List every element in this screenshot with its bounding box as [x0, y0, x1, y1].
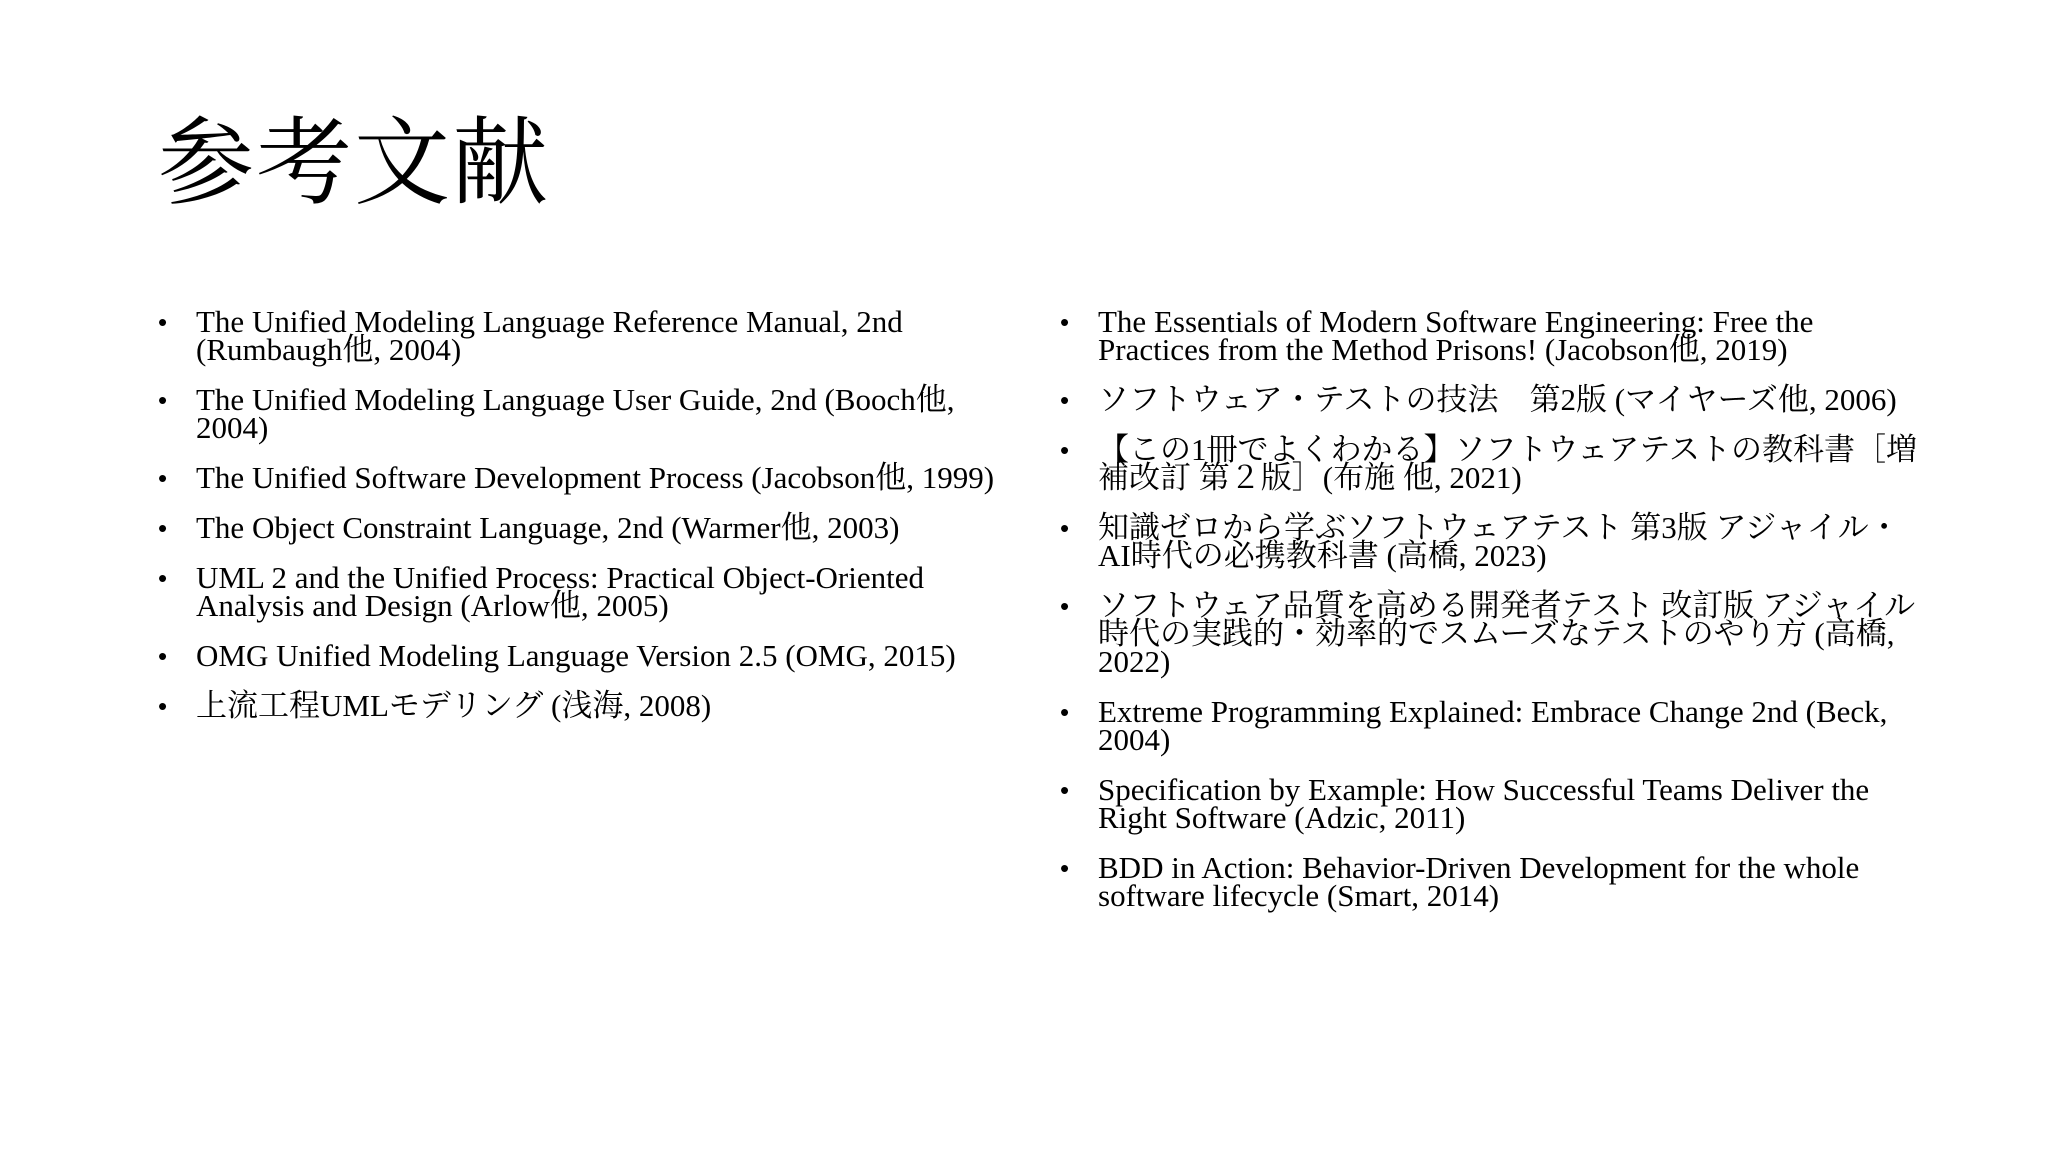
- reference-text: The Essentials of Modern Software Engineering: Free the Practices from the Method Prisons! (Jacobson他, 2019): [1098, 304, 1814, 367]
- bullet: •: [158, 563, 168, 593]
- reference-item: [1060, 432, 1920, 495]
- reference-item: [158, 510, 1028, 545]
- bullet: •: [158, 463, 168, 493]
- reference-item: [1060, 588, 1920, 679]
- reference-item: [1060, 510, 1920, 573]
- reference-item: [1060, 772, 1920, 835]
- slide-title: 参考文献: [158, 107, 550, 219]
- reference-item: [158, 560, 1028, 623]
- reference-text: The Unified Modeling Language Reference Manual, 2nd (Rumbaugh他, 2004): [196, 304, 903, 367]
- reference-text: BDD in Action: Behavior-Driven Development for the whole software lifecycle (Smart, 2014): [1098, 850, 1860, 913]
- reference-item: [158, 382, 1028, 445]
- bullet: •: [158, 641, 168, 671]
- bullet: •: [158, 513, 168, 543]
- reference-item: [1060, 382, 1920, 417]
- reference-text: ソフトウェア品質を高める開発者テスト 改訂版 アジャイル時代の実践的・効率的でスムーズなテストのやり方 (高橋, 2022): [1098, 588, 1916, 679]
- bullet: •: [1060, 307, 1070, 337]
- reference-text: UML 2 and the Unified Process: Practical Object-Oriented Analysis and Design (Arlow他, 2005): [196, 560, 924, 623]
- reference-text: The Object Constraint Language, 2nd (Warmer他, 2003): [196, 510, 900, 545]
- reference-text: The Unified Software Development Process (Jacobson他, 1999): [196, 460, 995, 495]
- bullet: •: [1060, 775, 1070, 805]
- bullet: •: [1060, 697, 1070, 727]
- reference-item: [158, 638, 1028, 673]
- bullet: •: [1060, 591, 1070, 621]
- bullet: •: [1060, 435, 1070, 465]
- bullet: •: [1060, 385, 1070, 415]
- reference-item: [158, 688, 1028, 723]
- reference-text: 知識ゼロから学ぶソフトウェアテスト 第3版 アジャイル・AI時代の必携教科書 (高橋, 2023): [1098, 510, 1900, 573]
- right-reference-list: [1060, 304, 1920, 932]
- bullet: •: [158, 691, 168, 721]
- reference-text: 【この1冊でよくわかる】ソフトウェアテストの教科書［増補改訂 第２版］(布施 他, 2021): [1098, 432, 1918, 495]
- reference-item: [158, 304, 1028, 367]
- bullet: •: [158, 385, 168, 415]
- reference-text: OMG Unified Modeling Language Version 2.5 (OMG, 2015): [196, 638, 956, 673]
- bullet: •: [158, 307, 168, 337]
- reference-text: Specification by Example: How Successful Teams Deliver the Right Software (Adzic, 2011): [1098, 772, 1870, 835]
- reference-text: 上流工程UMLモデリング (浅海, 2008): [196, 688, 712, 723]
- reference-item: [1060, 694, 1920, 757]
- reference-text: ソフトウェア・テストの技法 第2版 (マイヤーズ他, 2006): [1098, 382, 1897, 417]
- reference-text: Extreme Programming Explained: Embrace Change 2nd (Beck, 2004): [1098, 694, 1888, 757]
- bullet: •: [1060, 513, 1070, 543]
- reference-text: The Unified Modeling Language User Guide, 2nd (Booch他, 2004): [196, 382, 955, 445]
- bullet: •: [1060, 853, 1070, 883]
- left-reference-list: [158, 304, 1028, 742]
- reference-item: [1060, 304, 1920, 367]
- reference-item: [1060, 850, 1920, 913]
- reference-item: [158, 460, 1028, 495]
